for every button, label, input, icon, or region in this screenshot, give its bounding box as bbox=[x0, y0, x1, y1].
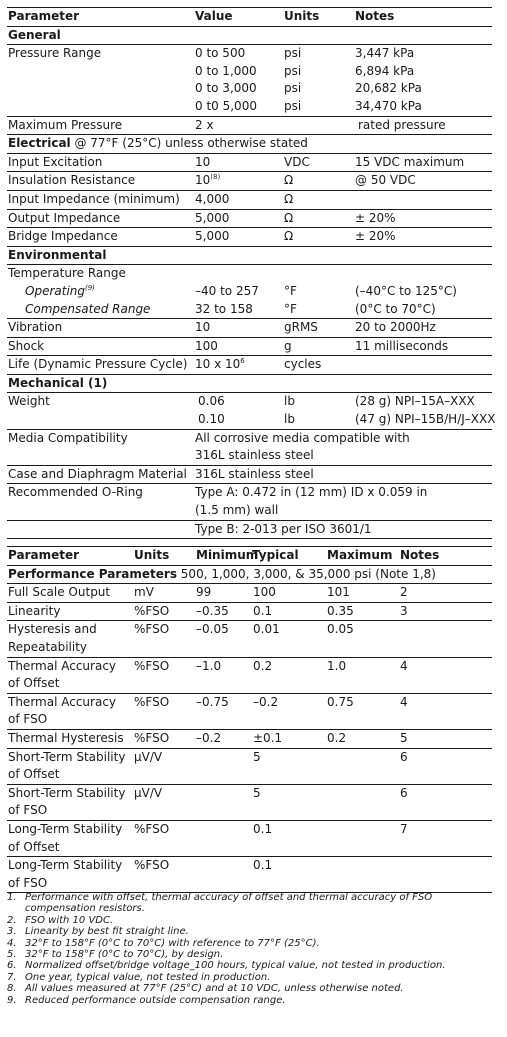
footnote-item bbox=[7, 926, 497, 937]
footnote-text: Linearity by best fit straight line. bbox=[25, 926, 189, 938]
row-note: 34,470 kPa bbox=[354, 98, 492, 116]
row-note: (28 g) NPI–15A–XXX bbox=[355, 394, 475, 409]
row-maximum: 0.2 bbox=[326, 729, 399, 748]
table-row bbox=[7, 857, 492, 893]
footnote-text: Reduced performance outside compensation range. bbox=[25, 994, 286, 1006]
row-notes bbox=[399, 857, 492, 893]
header-units: Units bbox=[133, 547, 195, 566]
row-note bbox=[354, 356, 492, 375]
row-typical: 100 bbox=[252, 584, 326, 603]
row-unit: Ω bbox=[283, 172, 354, 191]
section-title: General bbox=[7, 26, 492, 45]
footnotes-list bbox=[7, 892, 497, 1006]
row-value: 0.06 bbox=[198, 394, 225, 409]
row-units: μV/V bbox=[133, 784, 195, 820]
table-row bbox=[7, 283, 492, 301]
table-row bbox=[7, 265, 492, 283]
row-units: %FSO bbox=[133, 657, 195, 693]
row-unit: Ω bbox=[283, 190, 354, 209]
table-row bbox=[7, 190, 492, 209]
row-note: 20,682 kPa bbox=[355, 81, 422, 96]
row-parameter: Thermal Hysteresis bbox=[7, 729, 133, 748]
row-units: %FSO bbox=[133, 621, 195, 657]
row-label: Operating$^{(9)}$ bbox=[25, 283, 95, 298]
row-label: Life (Dynamic Pressure Cycle) bbox=[7, 356, 194, 375]
header-minimum: Minimum bbox=[195, 547, 252, 566]
row-value: 10$^{(8)}$ bbox=[194, 172, 283, 191]
row-value: 4,000 bbox=[194, 190, 283, 209]
row-label: Case and Diaphragm Material bbox=[7, 465, 194, 484]
table-row bbox=[7, 447, 492, 465]
row-value: 5,000 bbox=[194, 209, 283, 228]
row-label: Recommended O-Ring bbox=[8, 485, 143, 500]
row-maximum: 0.05 bbox=[326, 621, 399, 657]
row-note: 6,894 kPa bbox=[355, 63, 415, 78]
row-value: 0 to 3,000 bbox=[195, 81, 257, 96]
row-minimum: –0.75 bbox=[195, 693, 252, 729]
row-value: 5,000 bbox=[194, 228, 283, 247]
row-minimum: 99 bbox=[195, 584, 252, 603]
footnote-number: 2. bbox=[7, 914, 17, 926]
row-parameter: Hysteresis and Repeatability bbox=[7, 621, 133, 657]
row-unit: lb bbox=[284, 394, 295, 409]
footnote-item bbox=[7, 938, 497, 949]
row-unit: gRMS bbox=[283, 319, 354, 338]
footnote-number: 4. bbox=[7, 937, 17, 949]
section-title: Performance Parameters 500, 1,000, 3,000, & 35,000 psi (Note 1,8) bbox=[7, 565, 492, 584]
row-unit: lb bbox=[283, 411, 354, 429]
row-notes: 6 bbox=[399, 784, 492, 820]
row-label: Input Excitation bbox=[7, 153, 194, 172]
spec-header-row bbox=[7, 8, 492, 27]
section-title: Electrical @ 77°F (25°C) unless otherwise stated bbox=[7, 135, 492, 154]
section-mechanical bbox=[7, 374, 492, 393]
row-maximum bbox=[326, 857, 399, 893]
row-maximum: 101 bbox=[326, 584, 399, 603]
section-environmental bbox=[7, 246, 492, 265]
row-parameter: Thermal Accuracy of Offset bbox=[7, 657, 133, 693]
row-value: 316L stainless steel bbox=[194, 447, 492, 465]
row-parameter: Full Scale Output bbox=[7, 584, 133, 603]
row-typical: 0.1 bbox=[252, 857, 326, 893]
table-row bbox=[7, 98, 492, 116]
row-notes: 4 bbox=[399, 693, 492, 729]
table-row bbox=[7, 465, 492, 484]
footnote-item bbox=[7, 995, 497, 1006]
footnote-item bbox=[7, 983, 497, 994]
row-label: Input Impedance (minimum) bbox=[7, 190, 194, 209]
row-label: Maximum Pressure bbox=[7, 116, 194, 135]
row-note: (47 g) NPI–15B/H/J–XXX bbox=[354, 411, 492, 429]
footnote-number: 9. bbox=[7, 994, 17, 1006]
row-unit: Ω bbox=[283, 228, 354, 247]
row-notes: 7 bbox=[399, 820, 492, 856]
footnote-number: 5. bbox=[7, 949, 17, 961]
row-note bbox=[354, 190, 492, 209]
row-units: %FSO bbox=[133, 602, 195, 621]
section-performance bbox=[7, 565, 492, 584]
footnote-item bbox=[7, 972, 497, 983]
row-note: 15 VDC maximum bbox=[354, 153, 492, 172]
footnote-text: FSO with 10 VDC. bbox=[25, 914, 114, 926]
row-unit: cycles bbox=[283, 356, 354, 375]
section-title: Environmental bbox=[7, 246, 492, 265]
row-minimum: –0.2 bbox=[195, 729, 252, 748]
row-label: Weight bbox=[8, 394, 50, 409]
row-value: 0 t0 5,000 bbox=[194, 98, 283, 116]
row-notes: 5 bbox=[399, 729, 492, 748]
row-minimum bbox=[195, 857, 252, 893]
table-row bbox=[7, 393, 492, 411]
footnote-number: 3. bbox=[7, 926, 17, 938]
row-units: %FSO bbox=[133, 857, 195, 893]
table-row bbox=[7, 820, 492, 856]
row-note: 20 to 2000Hz bbox=[354, 319, 492, 338]
row-unit: psi bbox=[284, 46, 302, 61]
footnote-number: 1. bbox=[7, 892, 17, 903]
row-minimum: –0.35 bbox=[195, 602, 252, 621]
row-label: Shock bbox=[7, 337, 194, 356]
row-parameter: Long-Term Stability of FSO bbox=[7, 857, 133, 893]
row-minimum bbox=[195, 748, 252, 784]
table-row bbox=[7, 228, 492, 247]
row-label: Bridge Impedance bbox=[7, 228, 194, 247]
row-note: (0°C to 70°C) bbox=[354, 301, 492, 319]
row-maximum: 1.0 bbox=[326, 657, 399, 693]
row-note: (–40°C to 125°C) bbox=[355, 283, 457, 298]
row-value: 316L stainless steel bbox=[194, 465, 492, 484]
row-units: %FSO bbox=[133, 693, 195, 729]
header-parameter: Parameter bbox=[7, 8, 194, 27]
table-row bbox=[7, 172, 492, 191]
row-label: Pressure Range bbox=[8, 46, 102, 61]
header-units: Units bbox=[283, 8, 354, 27]
table-row bbox=[7, 301, 492, 319]
table-row bbox=[7, 502, 492, 520]
table-row bbox=[7, 337, 492, 356]
table-row bbox=[7, 411, 492, 429]
row-parameter: Linearity bbox=[7, 602, 133, 621]
row-unit: psi bbox=[284, 63, 302, 78]
table-row bbox=[7, 356, 492, 375]
row-unit: psi bbox=[284, 81, 302, 96]
header-notes: Notes bbox=[399, 547, 492, 566]
row-note: 3,447 kPa bbox=[355, 46, 415, 61]
footnote-text: One year, typical value, not tested in production. bbox=[25, 971, 271, 983]
row-label: Vibration bbox=[7, 319, 194, 338]
table-row bbox=[7, 729, 492, 748]
row-notes bbox=[399, 621, 492, 657]
footnote-number: 7. bbox=[7, 971, 17, 983]
header-parameter: Parameter bbox=[7, 547, 133, 566]
table-row bbox=[7, 748, 492, 784]
row-label: Media Compatibility bbox=[8, 430, 128, 445]
specifications-table bbox=[7, 7, 496, 539]
row-value: 10 bbox=[194, 319, 283, 338]
table-row bbox=[7, 784, 492, 820]
row-note: 11 milliseconds bbox=[354, 337, 492, 356]
row-label: Compensated Range bbox=[7, 301, 194, 319]
table-row bbox=[7, 209, 492, 228]
row-label: Temperature Range bbox=[8, 266, 126, 281]
footnote-text: 32°F to 158°F (0°C to 70°C), by design. bbox=[25, 949, 224, 961]
row-notes: 4 bbox=[399, 657, 492, 693]
row-value: 10 bbox=[194, 153, 283, 172]
footnote-item bbox=[7, 915, 497, 926]
footnote-item bbox=[7, 960, 497, 971]
row-units: %FSO bbox=[133, 820, 195, 856]
row-value: –40 to 257 bbox=[195, 283, 259, 298]
footnote-item bbox=[7, 949, 497, 960]
row-notes: 2 bbox=[399, 584, 492, 603]
row-units: %FSO bbox=[133, 729, 195, 748]
row-typical: 5 bbox=[252, 784, 326, 820]
row-typical: 0.1 bbox=[252, 602, 326, 621]
row-maximum bbox=[326, 748, 399, 784]
row-value: 0 to 500 bbox=[195, 46, 246, 61]
table-row bbox=[7, 602, 492, 621]
header-notes: Notes bbox=[354, 8, 492, 27]
table-row bbox=[7, 520, 492, 539]
row-value: Type A: 0.472 in (12 mm) ID x 0.059 in bbox=[195, 485, 428, 500]
section-electrical bbox=[7, 135, 492, 154]
header-value: Value bbox=[194, 8, 283, 27]
table-row bbox=[7, 63, 492, 81]
table-row bbox=[7, 45, 492, 63]
row-parameter: Short-Term Stability of FSO bbox=[7, 784, 133, 820]
row-note: ± 20% bbox=[354, 209, 492, 228]
row-unit: °F bbox=[283, 301, 354, 319]
perf-header-row bbox=[7, 547, 492, 566]
header-typical: Typical bbox=[252, 547, 326, 566]
row-value: 2 x bbox=[194, 116, 283, 135]
table-row bbox=[7, 693, 492, 729]
table-row bbox=[7, 429, 492, 447]
row-value: 100 bbox=[194, 337, 283, 356]
row-typical: 0.1 bbox=[252, 820, 326, 856]
section-title: Mechanical (1) bbox=[7, 374, 492, 393]
row-value: 32 to 158 bbox=[194, 301, 283, 319]
footnote-text: Normalized offset/bridge voltage_100 hours, typical value, not tested in production. bbox=[25, 960, 446, 972]
footnote-item bbox=[7, 892, 497, 915]
table-row bbox=[7, 484, 492, 502]
footnote-number: 6. bbox=[7, 960, 17, 972]
footnote-text: All values measured at 77°F (25°C) and at 10 VDC, unless otherwise noted. bbox=[25, 983, 404, 995]
row-minimum: –0.05 bbox=[195, 621, 252, 657]
row-note: @ 50 VDC bbox=[354, 172, 492, 191]
table-row bbox=[7, 657, 492, 693]
row-typical: 0.01 bbox=[252, 621, 326, 657]
row-unit: g bbox=[283, 337, 354, 356]
row-label: Insulation Resistance bbox=[7, 172, 194, 191]
row-typical: 5 bbox=[252, 748, 326, 784]
row-unit: VDC bbox=[283, 153, 354, 172]
row-value: 10 x $10^6$ bbox=[194, 356, 283, 375]
table-row bbox=[7, 116, 492, 135]
row-parameter: Long-Term Stability of Offset bbox=[7, 820, 133, 856]
row-note: ± 20% bbox=[354, 228, 492, 247]
row-minimum: –1.0 bbox=[195, 657, 252, 693]
table-row bbox=[7, 621, 492, 657]
row-maximum: 0.35 bbox=[326, 602, 399, 621]
row-unit: Ω bbox=[283, 209, 354, 228]
row-typical: ±0.1 bbox=[252, 729, 326, 748]
row-unit: °F bbox=[284, 283, 297, 298]
header-maximum: Maximum bbox=[326, 547, 399, 566]
row-value: Type B: 2-013 per ISO 3601/1 bbox=[194, 520, 492, 539]
row-value: 0 to 1,000 bbox=[195, 63, 257, 78]
footnote-text: 32°F to 158°F (0°C to 70°C) with reference to 77°F (25°C). bbox=[25, 937, 320, 949]
row-value: 0.10 bbox=[194, 411, 283, 429]
row-maximum bbox=[326, 820, 399, 856]
row-typical: 0.2 bbox=[252, 657, 326, 693]
footnote-text: Performance with offset, thermal accuracy of offset and thermal accuracy of FSO compensation resistors. bbox=[25, 892, 433, 915]
row-units: μV/V bbox=[133, 748, 195, 784]
section-general bbox=[7, 26, 492, 45]
table-row bbox=[7, 80, 492, 98]
row-typical: –0.2 bbox=[252, 693, 326, 729]
row-notes: 3 bbox=[399, 602, 492, 621]
row-maximum bbox=[326, 784, 399, 820]
row-minimum bbox=[195, 820, 252, 856]
row-maximum: 0.75 bbox=[326, 693, 399, 729]
row-minimum bbox=[195, 784, 252, 820]
row-label: Output Impedance bbox=[7, 209, 194, 228]
row-value: (1.5 mm) wall bbox=[194, 502, 492, 520]
row-notes: 6 bbox=[399, 748, 492, 784]
row-parameter: Thermal Accuracy of FSO bbox=[7, 693, 133, 729]
row-unit: psi bbox=[283, 98, 354, 116]
footnote-number: 8. bbox=[7, 983, 17, 995]
row-parameter: Short-Term Stability of Offset bbox=[7, 748, 133, 784]
row-value: All corrosive media compatible with bbox=[195, 430, 410, 445]
table-row bbox=[7, 319, 492, 338]
performance-table bbox=[7, 546, 492, 893]
row-units: mV bbox=[133, 584, 195, 603]
table-row bbox=[7, 584, 492, 603]
table-row bbox=[7, 153, 492, 172]
row-note: rated pressure bbox=[354, 116, 492, 135]
